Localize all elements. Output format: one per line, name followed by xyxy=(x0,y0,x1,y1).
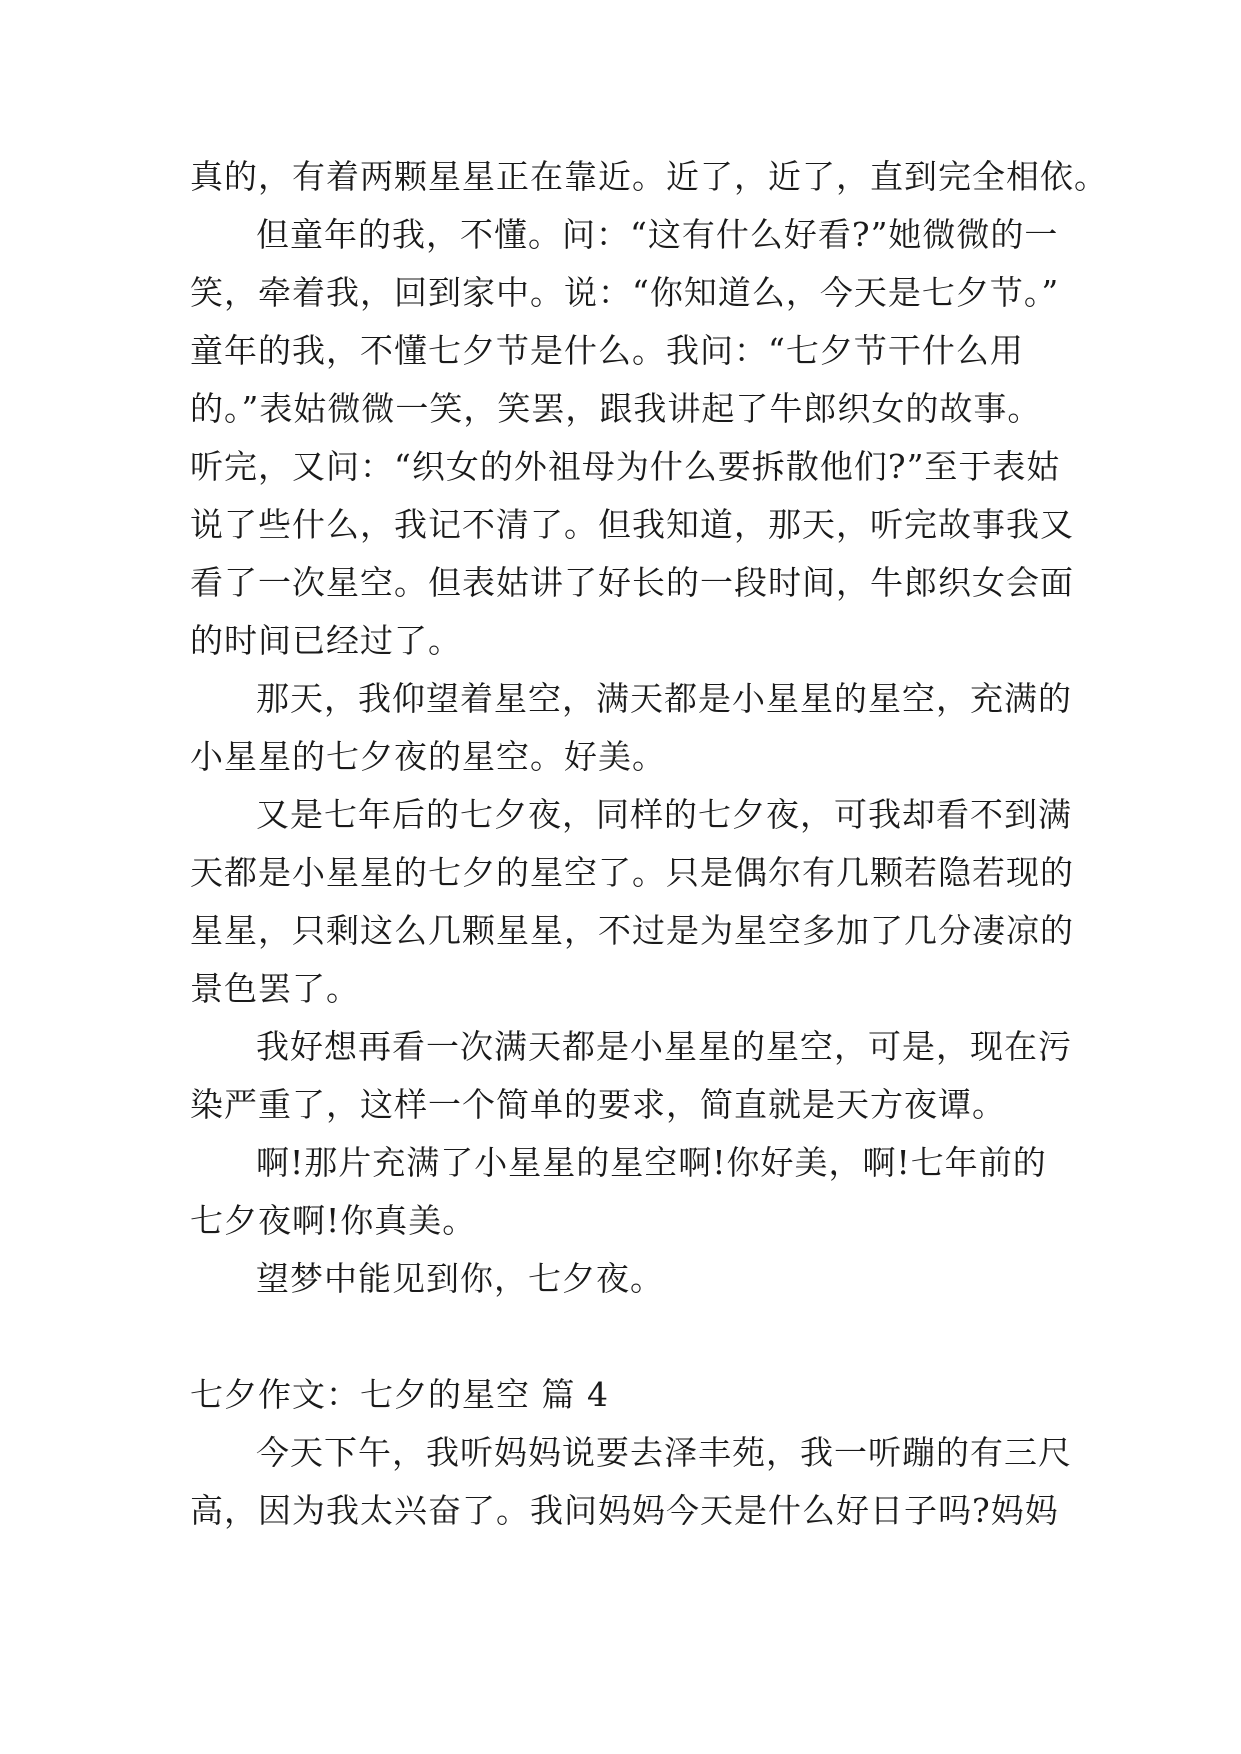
essay-body-part-3 xyxy=(190,148,1108,1308)
document-page xyxy=(190,148,1108,1540)
text-line: 的时间已经过了。 xyxy=(190,621,462,660)
text-line: 又是七年后的七夕夜，同样的七夕夜，可我却看不到满 xyxy=(256,795,1072,834)
text-line: 说了些什么，我记不清了。但我知道，那天，听完故事我又 xyxy=(190,505,1074,544)
text-line: 笑，牵着我，回到家中。说：“你知道么，今天是七夕节。” xyxy=(190,273,1060,312)
text-line: 啊!那片充满了小星星的星空啊!你好美，啊!七年前的 xyxy=(256,1143,1047,1182)
text-line: 小星星的七夕夜的星空。好美。 xyxy=(190,737,666,776)
section-heading: 七夕作文：七夕的星空 篇 4 xyxy=(190,1375,609,1414)
text-line: 今天下午，我听妈妈说要去泽丰苑，我一听蹦的有三尺 xyxy=(256,1433,1072,1472)
text-line: 童年的我，不懂七夕节是什么。我问：“七夕节干什么用 xyxy=(190,331,1024,370)
text-line: 七夕夜啊!你真美。 xyxy=(190,1201,477,1240)
text-line: 景色罢了。 xyxy=(190,969,360,1008)
text-line: 望梦中能见到你，七夕夜。 xyxy=(256,1259,664,1298)
text-line: 星星，只剩这么几颗星星，不过是为星空多加了几分凄凉的 xyxy=(190,911,1074,950)
text-line: 真的，有着两颗星星正在靠近。近了，近了，直到完全相依。 xyxy=(190,157,1108,196)
text-line: 看了一次星空。但表姑讲了好长的一段时间，牛郎织女会面 xyxy=(190,563,1074,602)
text-line: 高，因为我太兴奋了。我问妈妈今天是什么好日子吗?妈妈 xyxy=(190,1491,1059,1530)
text-line: 天都是小星星的七夕的星空了。只是偶尔有几颗若隐若现的 xyxy=(190,853,1074,892)
text-line: 但童年的我，不懂。问：“这有什么好看?”她微微的一 xyxy=(256,215,1059,254)
text-line: 我好想再看一次满天都是小星星的星空，可是，现在污 xyxy=(256,1027,1072,1066)
text-line: 听完，又问：“织女的外祖母为什么要拆散他们?”至于表姑 xyxy=(190,447,1061,486)
section-spacer xyxy=(190,1308,1050,1366)
essay-body-part-4 xyxy=(190,1424,1072,1540)
text-line: 的。”表姑微微一笑，笑罢，跟我讲起了牛郎织女的故事。 xyxy=(190,389,1042,428)
text-line: 那天，我仰望着星空，满天都是小星星的星空，充满的 xyxy=(256,679,1072,718)
text-line: 染严重了，这样一个简单的要求，简直就是天方夜谭。 xyxy=(190,1085,1006,1124)
